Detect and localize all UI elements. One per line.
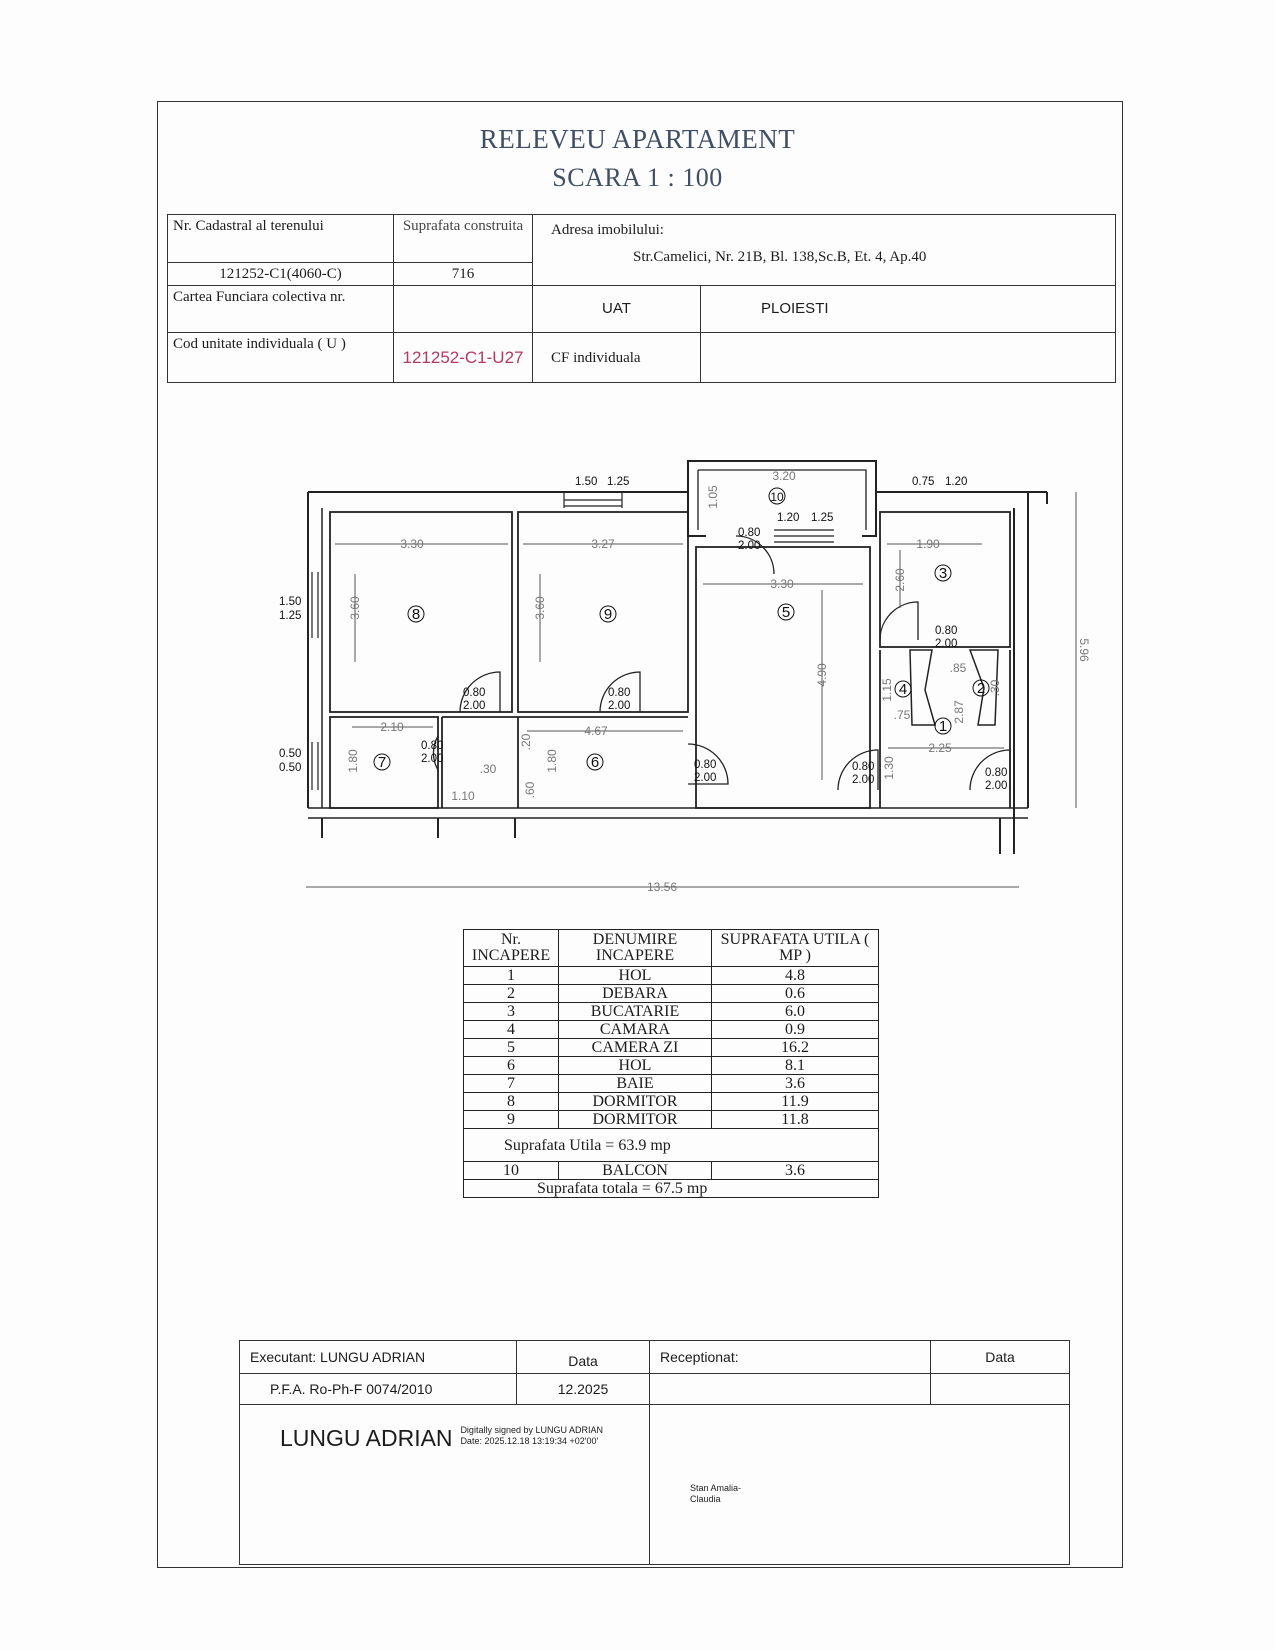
suprafata-value: 716 (394, 263, 533, 286)
recv-name-line-2: Claudia (690, 1494, 721, 1504)
table-row-balcony: 10 BALCON 3.6 (464, 1162, 879, 1180)
scale-label: SCARA 1 : 100 (552, 163, 723, 192)
door-label-entry-h: 2.00 (985, 780, 1008, 792)
dim-r2-width: .85 (949, 661, 967, 675)
table-row: 7 BAIE 3.6 (464, 1075, 879, 1093)
door-label-1-w: 0.80 (852, 761, 875, 773)
dim-r3-width: 1.90 (916, 537, 940, 551)
util-total: Suprafata Utila = 63.9 mp (464, 1129, 879, 1162)
rooms-area-table (463, 929, 879, 1198)
window-label-d: 1.25 (811, 512, 834, 524)
dim-r1-height: 1.30 (882, 756, 896, 780)
adresa-value: Str.Camelici, Nr. 21B, Bl. 138,Sc.B, Et. 4, Ap.40 (633, 249, 927, 265)
dim-r4-width: .75 (893, 708, 911, 722)
executant-label: Executant: LUNGU ADRIAN (240, 1341, 517, 1374)
door-label-5-w: 0.80 (694, 759, 717, 771)
window-label-a: 1.50 (575, 476, 598, 488)
door-label-10-h: 2.00 (738, 540, 761, 552)
table-row: 4 CAMARA 0.9 (464, 1021, 879, 1039)
window-label-b: 1.25 (607, 476, 630, 488)
room-label-10: 10 (770, 490, 784, 504)
dim-total-depth: 5.96 (1077, 638, 1091, 662)
door-label-1-h: 2.00 (852, 774, 875, 786)
dim-r7-width: 2.10 (380, 720, 404, 734)
window-label-g: 1.50 (279, 596, 302, 608)
door-label-9-w: 0.80 (608, 687, 631, 699)
door-label-7-h: 2.00 (421, 753, 444, 765)
door-label-8-w: 0.80 (463, 687, 486, 699)
door-label-5-h: 2.00 (694, 772, 717, 784)
dim-r5-width: 3.30 (770, 577, 794, 591)
signature-line-2: Date: 2025.12.18 13:19:34 +02'00' (460, 1436, 599, 1446)
cod-unitate-label: Cod unitate individuala ( U ) (168, 333, 394, 383)
room-label-7: 7 (377, 754, 387, 771)
dim-r7-height: 1.80 (346, 749, 360, 773)
dim-r8-width: 3.30 (400, 537, 424, 551)
nr-cadastral-label: Nr. Cadastral al terenului (168, 215, 394, 263)
data-value: 12.2025 (517, 1374, 650, 1405)
pfa-number: P.F.A. Ro-Ph-F 0074/2010 (240, 1374, 517, 1405)
room-label-4: 4 (898, 681, 908, 698)
door-label-3-h: 2.00 (935, 638, 958, 650)
col-header-nr: Nr. INCAPERE (464, 930, 559, 967)
col-header-denumire: DENUMIRE INCAPERE (559, 930, 712, 967)
dim-r10-height: 1.05 (706, 485, 720, 509)
window-label-c: 1.20 (777, 512, 800, 524)
table-row: 8 DORMITOR 11.9 (464, 1093, 879, 1111)
door-label-3-w: 0.80 (935, 625, 958, 637)
signature-line-1: Digitally signed by LUNGU ADRIAN (460, 1425, 603, 1435)
room-label-1: 1 (938, 718, 948, 735)
page-title: RELEVEU APARTAMENT (479, 124, 796, 154)
dim-total-width: 13.56 (646, 880, 678, 894)
table-row: 3 BUCATARIE 6.0 (464, 1003, 879, 1021)
room-label-5: 5 (781, 604, 791, 621)
door-label-9-h: 2.00 (608, 700, 631, 712)
nr-cadastral-value: 121252-C1(4060-C) (168, 263, 394, 286)
dim-corridor-width: 1.10 (451, 789, 475, 803)
data-label-2: Data (931, 1341, 1070, 1374)
dim-r10-width: 3.20 (772, 469, 796, 483)
room-label-6: 6 (590, 754, 600, 771)
dim-r5-height: 4.90 (815, 663, 829, 687)
uat-value: PLOIESTI (701, 286, 1116, 333)
dim-corridor-a: .30 (479, 762, 497, 776)
data-label: Data (517, 1341, 650, 1374)
table-row: 2 DEBARA 0.6 (464, 985, 879, 1003)
dim-r6-height: 1.80 (545, 749, 559, 773)
table-row: 6 HOL 8.1 (464, 1057, 879, 1075)
room-label-9: 9 (603, 606, 613, 623)
uat-label: UAT (533, 286, 701, 333)
door-label-8-h: 2.00 (463, 700, 486, 712)
suprafata-label: Suprafata construita (394, 215, 533, 263)
dim-r9-width: 3.27 (591, 537, 615, 551)
dim-r8-height: 3.60 (348, 596, 362, 620)
table-row: 9 DORMITOR 11.8 (464, 1111, 879, 1129)
table-row: 5 CAMERA ZI 16.2 (464, 1039, 879, 1057)
window-label-h: 1.25 (279, 610, 302, 622)
dim-r4-height: 1.15 (880, 678, 894, 702)
door-label-10-w: 0.80 (738, 527, 761, 539)
window-label-i: 0.50 (279, 748, 302, 760)
cf-individuala-label: CF individuala (533, 333, 701, 383)
door-label-entry-w: 0.80 (985, 767, 1008, 779)
executant-signature (240, 1405, 650, 1565)
window-label-j: 0.50 (279, 762, 302, 774)
receptionat-signature (650, 1405, 1070, 1565)
dim-r2-height: .30 (988, 679, 1002, 697)
grand-total: Suprafata totala = 67.5 mp (464, 1180, 879, 1198)
room-label-3: 3 (938, 565, 948, 582)
receptionat-label: Receptionat: (650, 1341, 931, 1374)
dim-corridor-c: .60 (523, 781, 537, 799)
dim-r3-height: 2.60 (893, 568, 907, 592)
signer-name: LUNGU ADRIAN (280, 1425, 453, 1451)
dim-r6-width: 4.67 (584, 724, 608, 738)
cod-unitate-value: 121252-C1-U27 (394, 333, 533, 383)
dim-r9-height: 3.60 (533, 596, 547, 620)
table-row: 1 HOL 4.8 (464, 967, 879, 985)
dim-r1-width: 2.25 (928, 741, 952, 755)
signature-table (239, 1340, 1070, 1565)
room-label-8: 8 (411, 606, 421, 623)
col-header-suprafata: SUPRAFATA UTILA ( MP ) (712, 930, 879, 967)
adresa-label: Adresa imobilului: (551, 222, 664, 238)
window-label-f: 1.20 (945, 476, 968, 488)
recv-name-line-1: Stan Amalia- (690, 1483, 742, 1493)
door-label-7-w: 0.80 (421, 740, 444, 752)
dim-r2-depth: 2.87 (952, 700, 966, 724)
dim-corridor-b: .20 (519, 733, 533, 751)
room-label-2: 2 (976, 680, 986, 697)
cartea-label: Cartea Funciara colectiva nr. (168, 286, 394, 333)
window-label-e: 0.75 (912, 476, 935, 488)
